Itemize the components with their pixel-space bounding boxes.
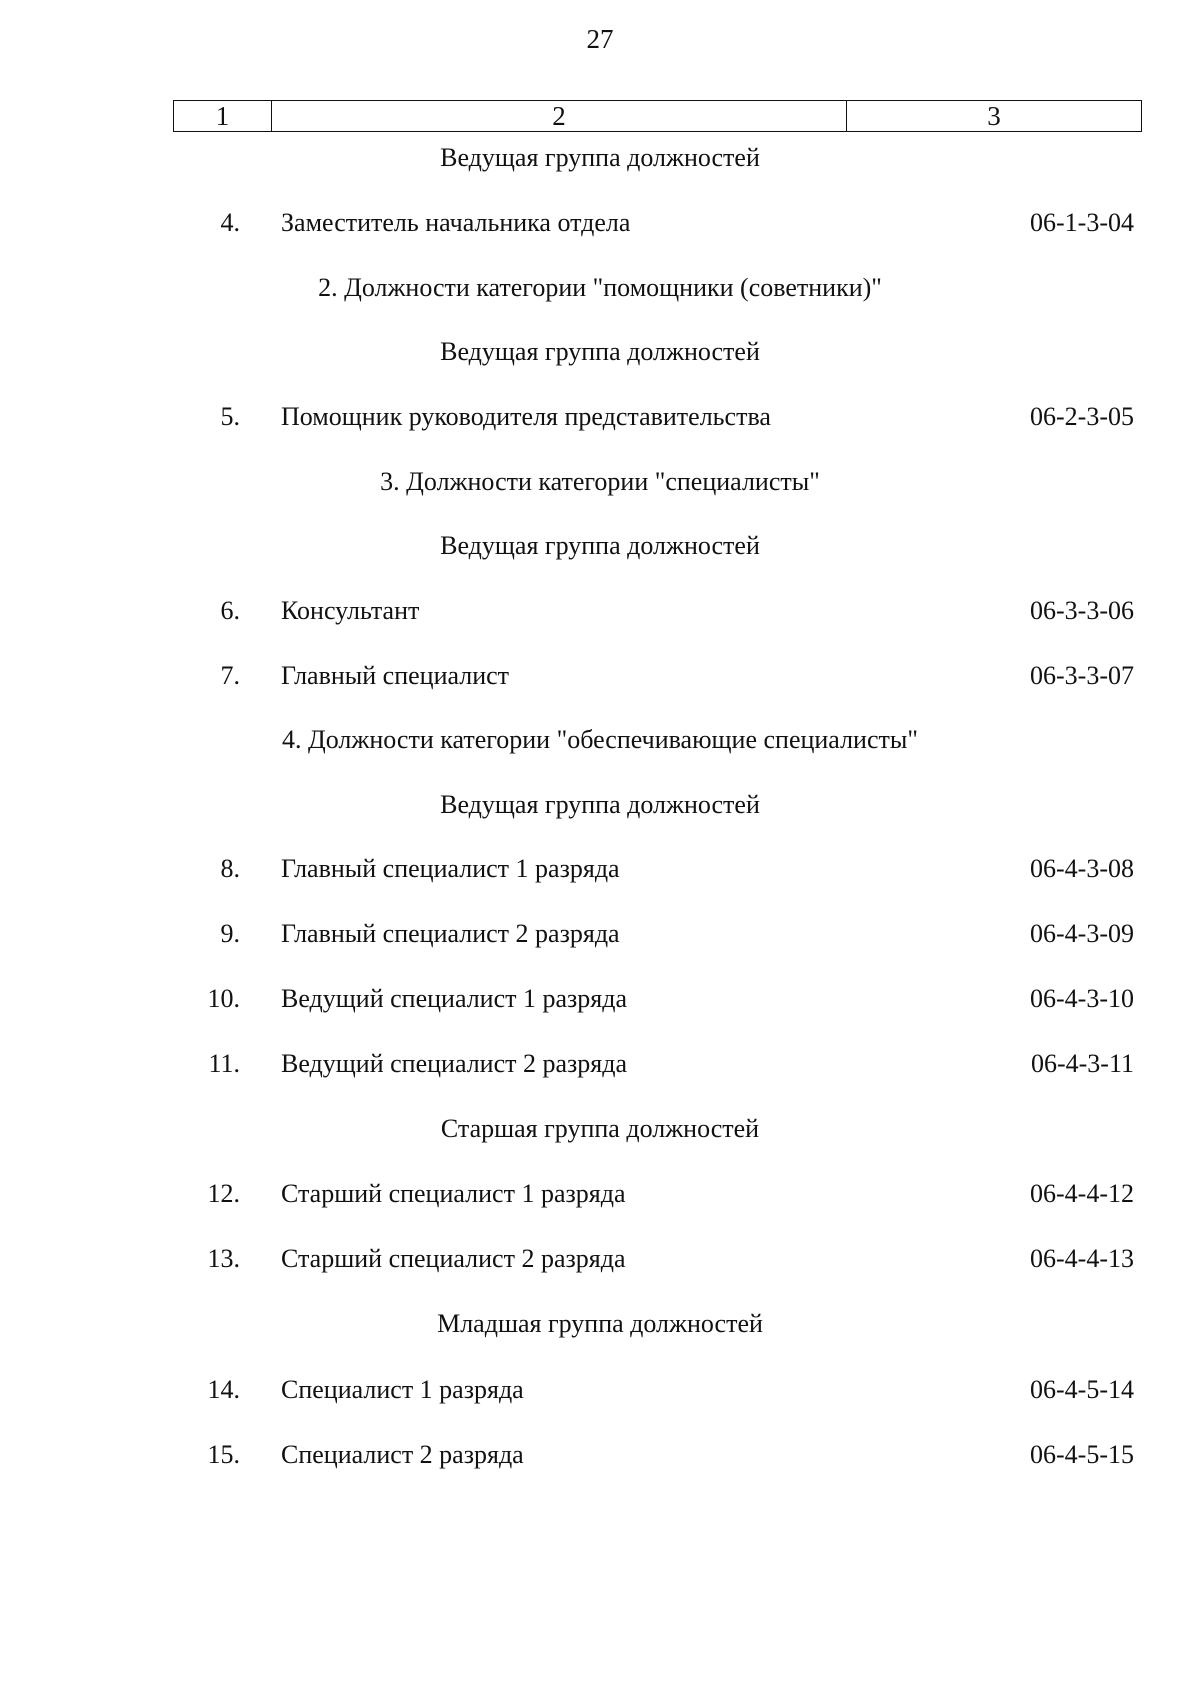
- position-title: Главный специалист 2 разряда: [281, 919, 620, 948]
- column-number-header: [173, 100, 1142, 132]
- position-title: Главный специалист: [281, 661, 510, 690]
- position-number: 14.: [207, 1375, 240, 1404]
- group-heading: Ведущая группа должностей: [440, 531, 760, 560]
- column-number-1: 1: [174, 101, 272, 131]
- column-number-2: 2: [272, 101, 847, 131]
- position-code: 06-4-5-14: [1030, 1375, 1134, 1404]
- position-title: Заместитель начальника отдела: [281, 208, 631, 237]
- position-row: [0, 400, 1200, 434]
- position-title: Ведущий специалист 2 разряда: [281, 1049, 628, 1078]
- position-code: 06-4-3-10: [1030, 984, 1134, 1013]
- position-title: Старший специалист 1 разряда: [281, 1179, 626, 1208]
- group-heading: 3. Должности категории "специалисты": [380, 467, 820, 496]
- group-heading: Старшая группа должностей: [440, 1114, 760, 1143]
- position-number: 4.: [220, 208, 240, 237]
- group-heading: Ведущая группа должностей: [440, 790, 760, 819]
- group-heading: Младшая группа должностей: [437, 1309, 763, 1338]
- position-title: Специалист 1 разряда: [281, 1375, 524, 1404]
- position-code: 06-4-3-08: [1030, 854, 1134, 883]
- position-code: 06-4-3-09: [1030, 919, 1134, 948]
- position-number: 12.: [207, 1179, 240, 1208]
- position-number: 9.: [220, 919, 240, 948]
- position-title: Ведущий специалист 1 разряда: [281, 984, 628, 1013]
- position-code: 06-1-3-04: [1030, 208, 1134, 237]
- position-row: [0, 852, 1200, 886]
- group-heading: Ведущая группа должностей: [440, 143, 760, 172]
- position-code: 06-4-5-15: [1030, 1440, 1134, 1469]
- position-code: 06-4-4-13: [1030, 1244, 1134, 1273]
- position-title: Специалист 2 разряда: [281, 1440, 524, 1469]
- position-number: 11.: [208, 1049, 240, 1078]
- position-row: [0, 1047, 1200, 1081]
- position-code: 06-4-3-11: [1030, 1049, 1134, 1078]
- position-number: 10.: [207, 984, 240, 1013]
- position-number: 5.: [220, 402, 240, 431]
- position-code: 06-3-3-06: [1030, 596, 1134, 625]
- position-row: [0, 594, 1200, 628]
- position-row: [0, 1242, 1200, 1276]
- page-number: 27: [586, 24, 614, 54]
- position-number: 13.: [207, 1244, 240, 1273]
- group-heading: 4. Должности категории "обеспечивающие специалисты": [282, 725, 918, 754]
- position-title: Консультант: [281, 596, 420, 625]
- position-number: 7.: [220, 661, 240, 690]
- position-title: Помощник руководителя представительства: [281, 402, 771, 431]
- position-row: [0, 1177, 1200, 1211]
- position-number: 15.: [207, 1440, 240, 1469]
- position-number: 8.: [220, 854, 240, 883]
- group-heading: Ведущая группа должностей: [440, 337, 760, 366]
- group-heading: 2. Должности категории "помощники (советники)": [318, 273, 882, 302]
- position-row: [0, 982, 1200, 1016]
- position-row: [0, 1438, 1200, 1472]
- position-code: 06-4-4-12: [1030, 1179, 1134, 1208]
- position-code: 06-3-3-07: [1030, 661, 1134, 690]
- position-title: Главный специалист 1 разряда: [281, 854, 620, 883]
- column-number-3: 3: [987, 101, 1001, 131]
- position-row: [0, 659, 1200, 693]
- position-row: [0, 206, 1200, 240]
- position-row: [0, 917, 1200, 951]
- position-number: 6.: [220, 596, 240, 625]
- position-title: Старший специалист 2 разряда: [281, 1244, 626, 1273]
- position-code: 06-2-3-05: [1030, 402, 1134, 431]
- position-row: [0, 1373, 1200, 1407]
